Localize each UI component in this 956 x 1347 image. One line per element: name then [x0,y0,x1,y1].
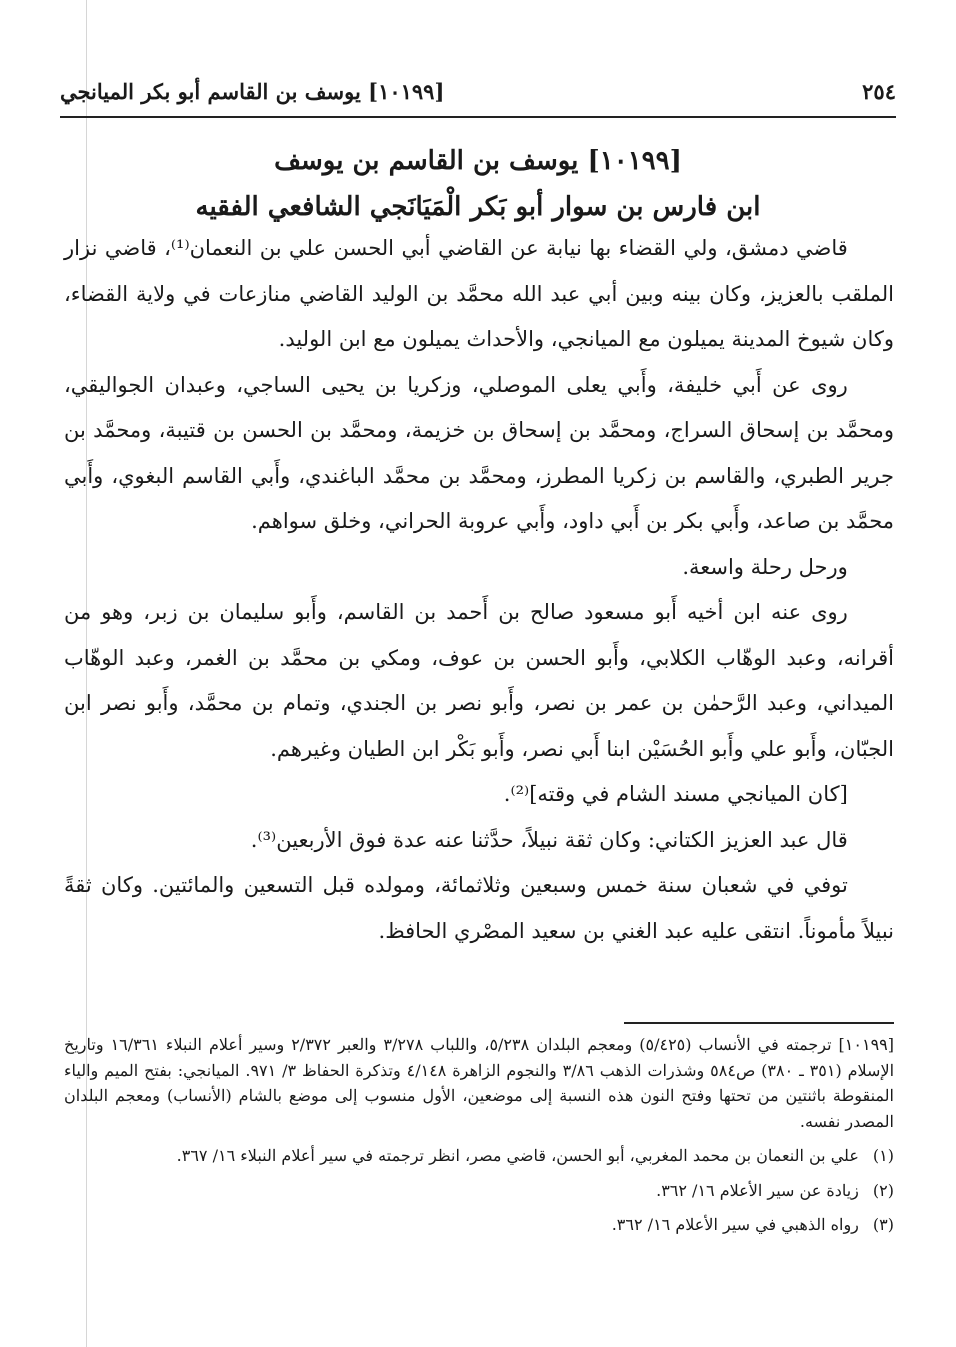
entry-body [64,226,894,954]
paragraph: روى عنه ابن أخيه أَبو مسعود صالح بن أَحمد بن القاسم، وأَبو سليمان بن زبر، وهو من أقرانه، وعبد الوهّاب الكلابي، وأَبو الحسن بن عوف، ومكي بن محمَّد بن الغمر، وعبد الوهّاب الميداني، وعبد الرَّحمٰن بن عمر بن نصر، وأَبو نصر بن الجندي، وتمام بن محمَّد، وأَبو نصر ابن الجبّان، وأَبو علي وأَبو الحُسَيْن ابنا أَبي نصر، وأَبو بَكْر ابن الطيان وغيرهم. [64,600,894,761]
footnote-number: (١) [872,1146,894,1165]
entry-title-line-2: ابن فارس بن سوار أبو بَكر الْمَيَانَجي الشافعي الفقيه [195,192,761,222]
paragraph: قال عبد العزيز الكتاني: وكان ثقة نبيلاً، حدَّثنا عنه عدة فوق الأربعين⁽³⁾. [250,827,848,852]
running-head [60,74,896,108]
running-head-title: [١٠١٩٩] يوسف بن القاسم أبو بكر الميانجي [60,78,445,104]
footnote-number: (٢) [872,1180,894,1200]
footnote-main: [١٠١٩٩] ترجمته في الأنساب (٥/٤٢٥) ومعجم البلدان ٥/٢٣٨، واللباب ٣/٢٧٨ والعبر ٢/٣٧٢ وسير أعلام النبلاء ١٦/٣٦١ وتاريخ الإسلام (٣٥١ ـ ٣٨٠) ص٥٨٤ وشذرات الذهب ٣/٨٦ والنجوم الزاهرة ٤/١٤٨ وتذكرة الحفاظ ٣/ ٩٧١. الميانجي: بفتح الميم والياء المنقوطة باثنتين من تحتها وفتح النون هذه النسبة إلى موضعين، الأول منسوب إلى موضع بالشام (الأنساب) ومعجم البلدان المصدر نفسه. [64,1035,895,1131]
paragraph: ورحل رحلة واسعة. [682,554,848,579]
footnote-text: رواه الذهبي في سير الأعلام ١٦/ ٣٦٢. [611,1215,859,1234]
paragraph: روى عن أَبي خليفة، وأَبي يعلى الموصلي، وزكريا بن يحيى الساجي، وعبدان الجواليقي، ومحمَّد بن إسحاق السراج، ومحمَّد بن إسحاق بن خزيمة، ومحمَّد بن الحسن بن قتيبة، ومحمَّد بن جرير الطبري، والقاسم بن زكريا المطرز، ومحمَّد بن محمَّد الباغندي، وأَبي القاسم البغوي، وأَبي محمَّد بن صاعد، وأَبي بكر بن أَبي داود، وأَبي عروبة الحراني، وخلق سواهم. [64,372,894,533]
footnote-number: (٣) [872,1215,894,1234]
header-rule [60,116,896,118]
footnote-text: زيادة عن سير الأعلام ١٦/ ٣٦٢. [656,1180,859,1200]
page-number: ٢٥٤ [862,78,896,104]
footnote-rule [624,1022,894,1024]
entry-title-line-1: [١٠١٩٩] يوسف بن القاسم بن يوسف [274,146,682,176]
paragraph: قاضي دمشق، ولي القضاء بها نيابة عن القاضي أبي الحسن علي بن النعمان⁽¹⁾، قاضي نزار الملقب بالعزيز، وكان بينه وبين أبي عبد الله محمَّد بن الوليد القاضي منازعات في ولاية القضاء، وكان شيوخ المدينة يميلون مع الميانجي، والأحداث يميلون مع ابن الوليد. [64,236,894,351]
footnote-item [64,1212,894,1238]
footnote-text: علي بن النعمان بن محمد المغربي، أبو الحسن، قاضي مصر، انظر ترجمته في سير أعلام النبلاء ١٦/ ٣٦٧. [176,1146,859,1165]
paragraph: [كان الميانجي مسند الشام في وقته]⁽²⁾. [503,782,848,806]
footnote-item [64,1178,894,1204]
footnotes [64,1032,894,1238]
entry-title [60,138,896,230]
footnote-item [64,1143,894,1169]
paragraph: توفي في شعبان سنة خمس وسبعين وثلاثمائة، ومولده قبل التسعين والمائتين. وكان ثقةً نبيلاً مأموناً. انتقى عليه عبد الغني بن سعيد المصْري الحافظ. [64,873,894,943]
